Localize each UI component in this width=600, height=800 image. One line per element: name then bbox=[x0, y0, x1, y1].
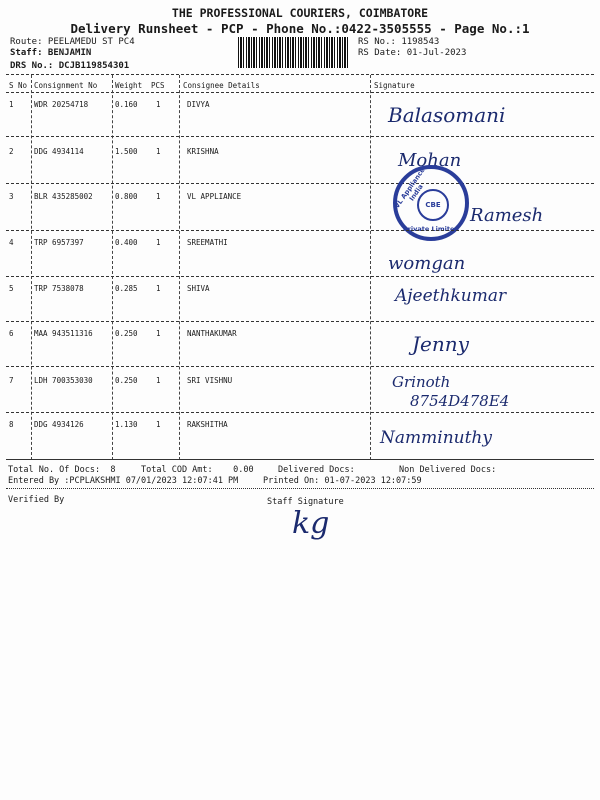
row-7-signature-note: 8754D478E4 bbox=[410, 392, 510, 410]
total-cod: Total COD Amt: 0.00 bbox=[141, 465, 254, 475]
table-bottom-rule bbox=[6, 459, 594, 460]
staff-signature: kg bbox=[292, 506, 330, 541]
row-divider bbox=[6, 183, 594, 184]
total-docs: Total No. Of Docs: 8 bbox=[8, 465, 116, 475]
row-2-signature: Mohan bbox=[398, 150, 462, 171]
row-5-consignment: TRP 7538078 bbox=[34, 284, 84, 293]
delivered-docs: Delivered Docs: bbox=[278, 465, 355, 475]
row-1-signature: Balasomani bbox=[388, 103, 506, 127]
column-header-signature: Signature bbox=[374, 81, 415, 90]
row-7-consignee: SRI VISHNU bbox=[187, 376, 233, 385]
rs-number: RS No.: 1198543 bbox=[358, 37, 440, 47]
column-header-consignee: Consignee Details bbox=[183, 81, 260, 90]
row-divider bbox=[6, 136, 594, 137]
row-5-signature: Ajeethkumar bbox=[395, 286, 507, 306]
row-divider bbox=[6, 366, 594, 367]
row-divider bbox=[6, 321, 594, 322]
row-3-consignment: BLR 435285002 bbox=[34, 192, 93, 201]
row-7-pcs: 1 bbox=[156, 376, 161, 385]
row-4-weight: 0.400 bbox=[115, 238, 138, 247]
printed-on: Printed On: 01-07-2023 12:07:59 bbox=[263, 476, 422, 486]
row-4-signature: womgan bbox=[388, 253, 466, 274]
row-5-weight: 0.285 bbox=[115, 284, 138, 293]
row-divider bbox=[6, 230, 594, 231]
entered-by: Entered By :PCPLAKSHMI 07/01/2023 12:07:41 PM bbox=[8, 476, 239, 486]
row-1-consignment: WDR 20254718 bbox=[34, 100, 89, 109]
row-3-weight: 0.800 bbox=[115, 192, 138, 201]
staff-label: Staff: BENJAMIN bbox=[10, 48, 92, 58]
column-divider bbox=[370, 75, 371, 460]
row-3-sno: 3 bbox=[9, 192, 14, 201]
row-7-weight: 0.250 bbox=[115, 376, 138, 385]
route-label: Route: PEELAMEDU ST PC4 bbox=[10, 37, 135, 47]
table-top-rule bbox=[6, 74, 594, 75]
column-divider bbox=[112, 75, 113, 460]
row-6-consignment: MAA 943511316 bbox=[34, 329, 93, 338]
row-6-sno: 6 bbox=[9, 329, 14, 338]
row-4-pcs: 1 bbox=[156, 238, 161, 247]
row-3-signature: Ramesh bbox=[470, 205, 544, 226]
row-8-pcs: 1 bbox=[156, 420, 161, 429]
row-6-pcs: 1 bbox=[156, 329, 161, 338]
row-1-consignee: DIVYA bbox=[187, 100, 210, 109]
column-header-consignment: Consignment No bbox=[34, 81, 98, 90]
drs-number: DRS No.: DCJB119854301 bbox=[10, 61, 130, 71]
row-8-signature: Namminuthy bbox=[380, 428, 492, 448]
row-5-sno: 5 bbox=[9, 284, 14, 293]
row-6-consignee: NANTHAKUMAR bbox=[187, 329, 237, 338]
stamp-bottom-text: Private Limited bbox=[402, 225, 460, 233]
row-5-consignee: SHIVA bbox=[187, 284, 210, 293]
row-8-sno: 8 bbox=[9, 420, 14, 429]
row-2-consignee: KRISHNA bbox=[187, 147, 219, 156]
row-1-sno: 1 bbox=[9, 100, 14, 109]
row-7-consignment: LDH 700353030 bbox=[34, 376, 93, 385]
row-2-sno: 2 bbox=[9, 147, 14, 156]
row-1-weight: 0.160 bbox=[115, 100, 138, 109]
barcode bbox=[238, 37, 350, 68]
row-7-sno: 7 bbox=[9, 376, 14, 385]
row-2-pcs: 1 bbox=[156, 147, 161, 156]
column-header-weight: Weight bbox=[115, 81, 143, 90]
runsheet-title: Delivery Runsheet - PCP - Phone No.:0422-3505555 - Page No.:1 bbox=[70, 21, 530, 36]
row-3-pcs: 1 bbox=[156, 192, 161, 201]
row-1-pcs: 1 bbox=[156, 100, 161, 109]
row-2-consignment: DDG 4934114 bbox=[34, 147, 84, 156]
row-8-consignee: RAKSHITHA bbox=[187, 420, 228, 429]
row-4-consignment: TRP 6957397 bbox=[34, 238, 84, 247]
row-3-consignee: VL APPLIANCE bbox=[187, 192, 242, 201]
row-divider bbox=[6, 412, 594, 413]
table-header-rule bbox=[6, 92, 594, 93]
column-header-pcs: PCS bbox=[151, 81, 165, 90]
stamp-top-text: VL Appliance India bbox=[392, 166, 427, 210]
rs-date: RS Date: 01-Jul-2023 bbox=[358, 48, 467, 58]
row-2-weight: 1.500 bbox=[115, 147, 138, 156]
row-6-weight: 0.250 bbox=[115, 329, 138, 338]
footer-rule bbox=[6, 488, 594, 489]
column-divider bbox=[179, 75, 180, 460]
column-header-sno: S No bbox=[9, 81, 28, 90]
company-name: THE PROFESSIONAL COURIERS, COIMBATORE bbox=[171, 6, 429, 20]
non-delivered-docs: Non Delivered Docs: bbox=[399, 465, 497, 475]
stamp-center-text: CBE bbox=[417, 189, 449, 221]
row-8-weight: 1.130 bbox=[115, 420, 138, 429]
row-4-sno: 4 bbox=[9, 238, 14, 247]
row-divider bbox=[6, 276, 594, 277]
row-5-pcs: 1 bbox=[156, 284, 161, 293]
row-7-signature: Grinoth bbox=[392, 373, 451, 391]
row-4-consignee: SREEMATHI bbox=[187, 238, 228, 247]
staff-signature-label: Staff Signature bbox=[267, 497, 344, 507]
row-8-consignment: DDG 4934126 bbox=[34, 420, 84, 429]
column-divider bbox=[31, 75, 32, 460]
verified-by: Verified By bbox=[8, 495, 65, 505]
row-6-signature: Jenny bbox=[412, 332, 469, 356]
